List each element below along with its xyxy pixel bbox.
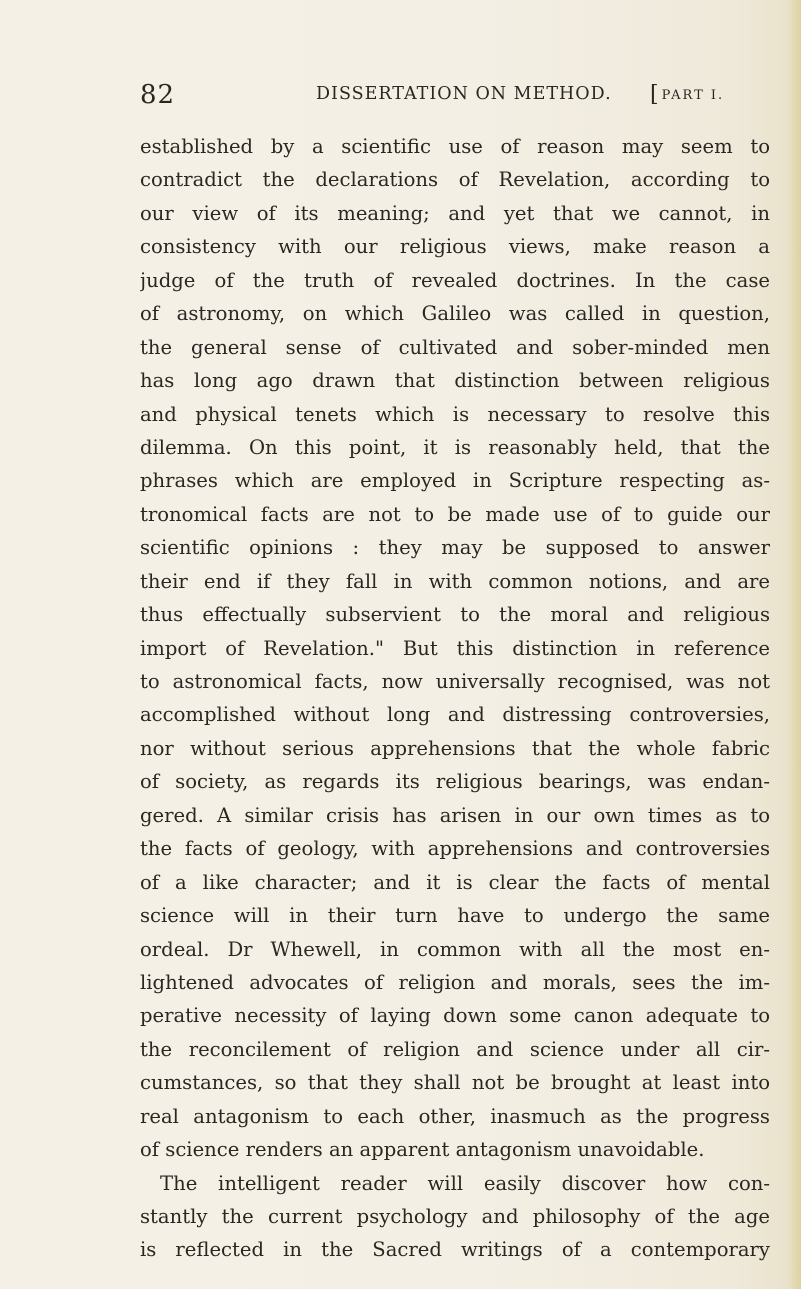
text-line: the general sense of cultivated and sober-minded men — [140, 335, 770, 359]
text-line: their end if they fall in with common notions, and are — [140, 569, 770, 593]
text-line: The intelligent reader will easily discover how con- — [160, 1171, 770, 1195]
text-line: nor without serious apprehensions that the whole fabric — [140, 736, 770, 760]
text-line: the reconcilement of religion and science under all cir- — [140, 1037, 770, 1061]
text-line: lightened advocates of religion and morals, sees the im- — [140, 970, 770, 994]
text-line: and physical tenets which is necessary to resolve this — [140, 402, 770, 426]
text-line: of society, as regards its religious bearings, was endan- — [140, 770, 770, 794]
page-edge-shadow — [787, 0, 801, 1289]
text-line: of science renders an apparent antagonism unavoidable. — [140, 1138, 705, 1162]
text-line: stantly the current psychology and philosophy of the age — [140, 1205, 770, 1228]
text-line: accomplished without long and distressing controversies, — [140, 703, 770, 727]
text-line: ordeal. Dr Whewell, in common with all the most en- — [140, 937, 770, 961]
text-line: import of Revelation." But this distinction in reference — [140, 636, 770, 660]
text-line: thus effectually subservient to the moral and religious — [140, 603, 770, 627]
text-line: of astronomy, on which Galileo was called in question, — [140, 302, 770, 326]
text-line: phrases which are employed in Scripture respecting as- — [140, 469, 770, 493]
text-line: gered. A similar crisis has arisen in our own times as to — [140, 803, 770, 827]
running-header — [140, 80, 770, 112]
text-line: established by a scientific use of reason may seem to — [140, 135, 770, 158]
text-line: consistency with our religious views, make reason a — [140, 235, 770, 259]
text-line: perative necessity of laying down some canon adequate to — [140, 1004, 770, 1028]
text-line: dilemma. On this point, it is reasonably held, that the — [140, 435, 770, 459]
part-label-text: PART I. — [661, 88, 725, 103]
text-line: science will in their turn have to undergo the same — [140, 904, 770, 928]
text-line: our view of its meaning; and yet that we cannot, in — [140, 201, 770, 225]
text-line: to astronomical facts, now universally recognised, was not — [140, 670, 770, 693]
text-line: has long ago drawn that distinction between religious — [140, 369, 770, 393]
part-label — [650, 82, 724, 107]
text-line: scientific opinions : they may be supposed to answer — [140, 536, 770, 560]
part-bracket: [ — [650, 82, 660, 107]
text-line: contradict the declarations of Revelation, according to — [140, 168, 770, 192]
running-title: DISSERTATION ON METHOD. — [316, 84, 612, 104]
body-text — [140, 130, 770, 1267]
text-line: judge of the truth of revealed doctrines. In the case — [140, 268, 770, 292]
text-line: is reflected in the Sacred writings of a contemporary — [140, 1238, 770, 1262]
text-line: real antagonism to each other, inasmuch as the progress — [140, 1104, 770, 1128]
text-line: cumstances, so that they shall not be brought at least into — [140, 1071, 770, 1095]
text-line: of a like character; and it is clear the facts of mental — [140, 870, 770, 894]
page-number: 82 — [140, 80, 176, 110]
text-line: the facts of geology, with apprehensions and controversies — [140, 837, 770, 861]
text-line: tronomical facts are not to be made use of to guide our — [140, 502, 770, 526]
